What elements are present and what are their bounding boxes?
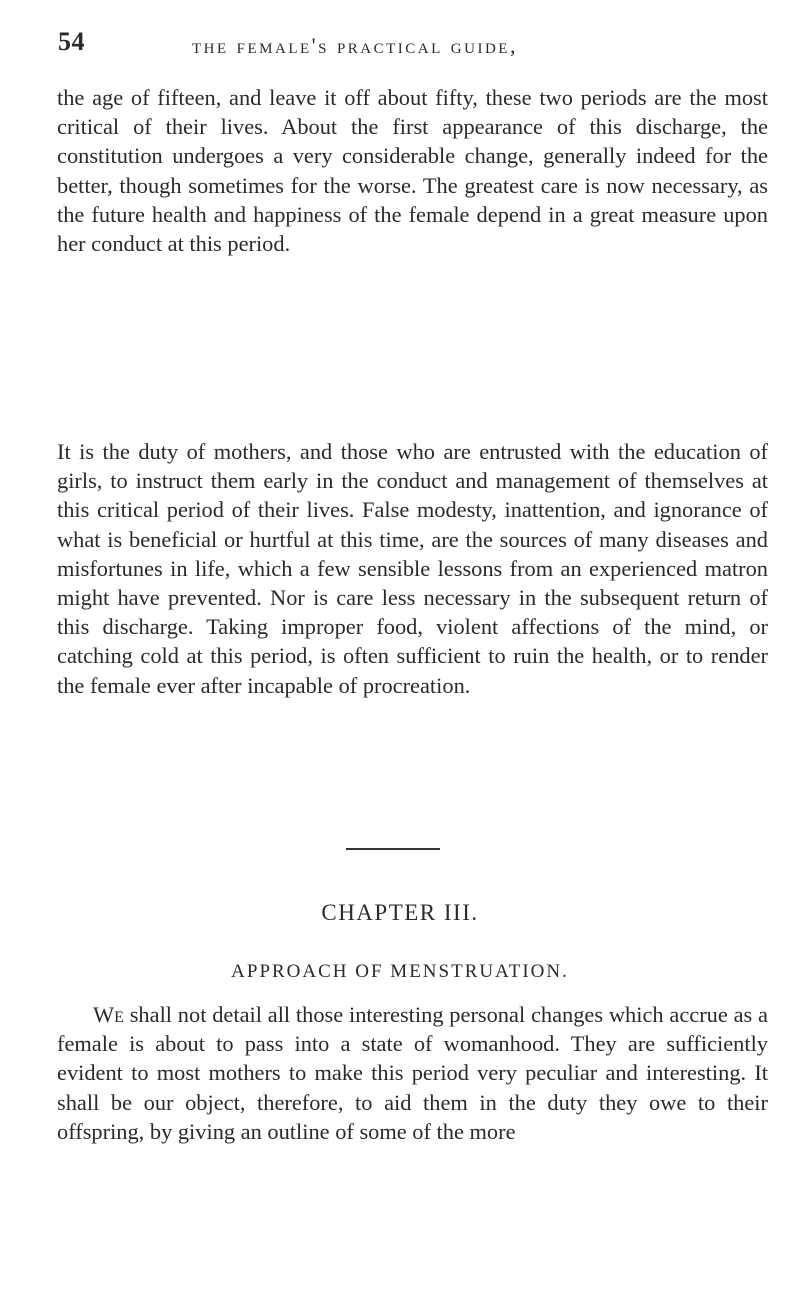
chapter-title: CHAPTER III. [321, 900, 479, 925]
page-number: 54 [58, 27, 85, 56]
chapter-subtitle: APPROACH OF MENSTRUATION. [231, 961, 569, 982]
paragraph-text: shall not detail all those interesting personal changes which accrue as a female is about to pass into a state of womanhood. They are sufficiently evident to most mothers to make this period very peculiar and interesting. It shall be our object, therefore, to aid them in the duty they owe to their offspring, by giving an outline of some of the more [57, 1002, 768, 1144]
running-head: the female's practical guide, [192, 33, 518, 58]
lead-word: We [93, 1002, 124, 1027]
chapter-opening-paragraph [57, 1000, 768, 1146]
section-divider [346, 848, 440, 850]
paragraph: the age of fifteen, and leave it off about fifty, these two periods are the most critical of their lives. About the first appearance of this discharge, the constitution undergoes a very considerable change, generally indeed for the better, though sometimes for the worse. The greatest care is now necessary, as the future health and happiness of the female depend in a great measure upon her conduct at this period. [57, 85, 768, 257]
paragraph: It is the duty of mothers, and those who are entrusted with the education of girls, to instruct them early in the conduct and management of themselves at this critical period of their lives. False modesty, inattention, and ignorance of what is beneficial or hurtful at this time, are the sources of many diseases and misfortunes in life, which a few sensible lessons from an experienced matron might have prevented. Nor is care less necessary in the subsequent return of this discharge. Taking improper food, violent affections of the mind, or catching cold at this period, is often sufficient to ruin the health, or to render the female ever after incapable of procreation. [57, 439, 768, 698]
